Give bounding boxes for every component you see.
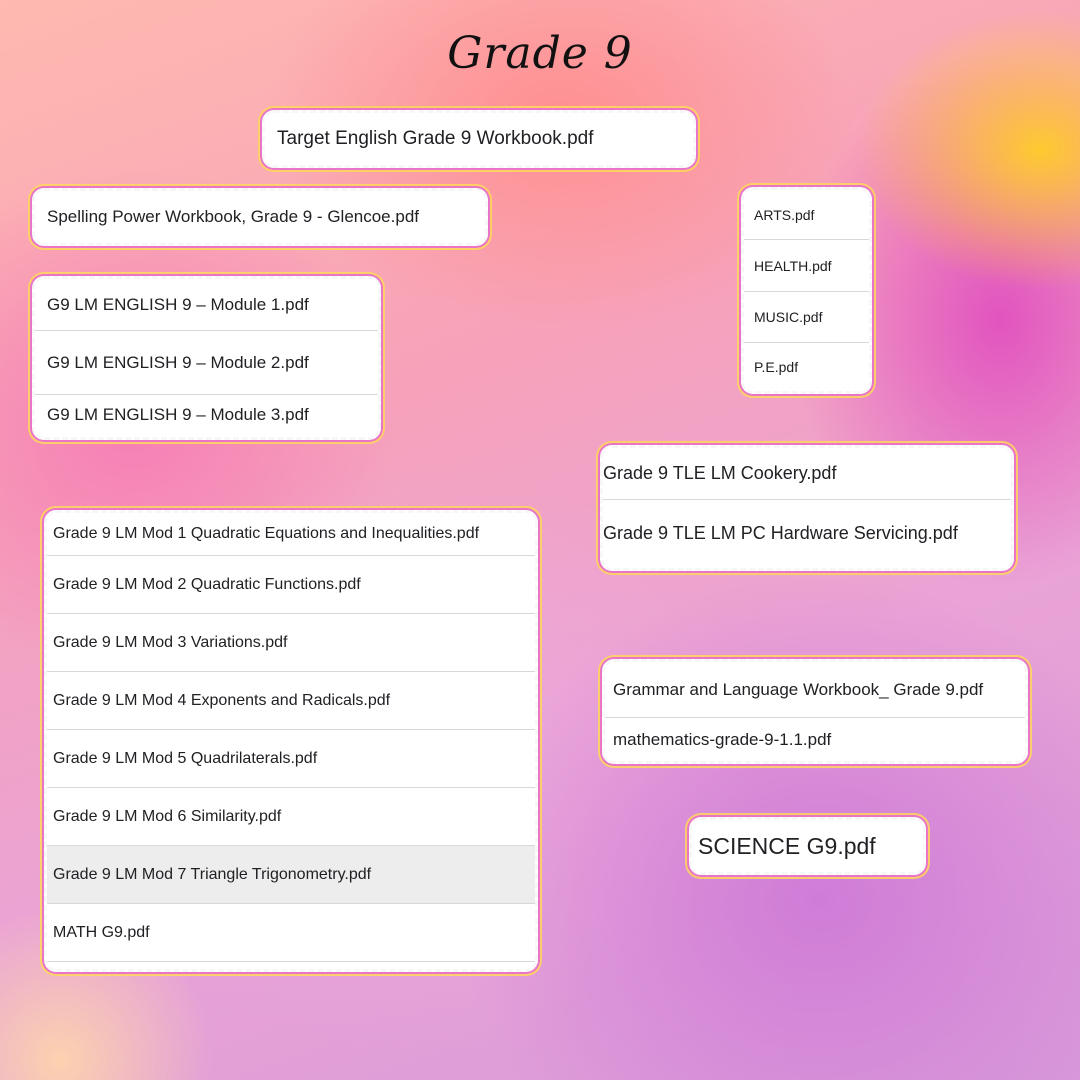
tle-file-card bbox=[600, 445, 1014, 571]
file-item[interactable]: Target English Grade 9 Workbook.pdf bbox=[277, 128, 594, 149]
grammar-file-card bbox=[602, 659, 1028, 764]
file-item-selected[interactable]: Grade 9 LM Mod 7 Triangle Trigonometry.pdf bbox=[47, 846, 535, 904]
file-item[interactable]: SCIENCE G9.pdf bbox=[698, 832, 876, 859]
file-item[interactable]: Grammar and Language Workbook_ Grade 9.pdf bbox=[605, 662, 1025, 718]
file-item[interactable]: Grade 9 LM Mod 3 Variations.pdf bbox=[47, 614, 535, 672]
file-item[interactable]: Grade 9 TLE LM Cookery.pdf bbox=[603, 448, 1011, 500]
file-item[interactable]: Grade 9 LM Mod 5 Quadrilaterals.pdf bbox=[47, 730, 535, 788]
english-modules-file-card bbox=[32, 276, 381, 440]
file-item[interactable]: HEALTH.pdf bbox=[744, 240, 869, 292]
file-item[interactable]: Grade 9 LM Mod 1 Quadratic Equations and Inequalities.pdf bbox=[47, 513, 535, 556]
file-item[interactable]: Grade 9 TLE LM PC Hardware Servicing.pdf bbox=[603, 522, 958, 543]
file-item[interactable]: Grade 9 LM Mod 4 Exponents and Radicals.pdf bbox=[47, 672, 535, 730]
file-item[interactable]: P.E.pdf bbox=[754, 359, 799, 375]
mapeh-file-card bbox=[741, 187, 872, 394]
page-title: Grade 9 bbox=[447, 28, 633, 79]
file-item[interactable]: MUSIC.pdf bbox=[744, 292, 869, 343]
file-item[interactable]: Spelling Power Workbook, Grade 9 - Glencoe.pdf bbox=[47, 207, 419, 226]
file-item[interactable]: mathematics-grade-9-1.1.pdf bbox=[613, 729, 832, 749]
file-item[interactable]: G9 LM ENGLISH 9 – Module 3.pdf bbox=[47, 405, 309, 424]
file-item[interactable]: G9 LM ENGLISH 9 – Module 1.pdf bbox=[35, 279, 378, 331]
file-item[interactable]: G9 LM ENGLISH 9 – Module 2.pdf bbox=[35, 331, 378, 395]
file-item[interactable]: MATH G9.pdf bbox=[47, 904, 535, 962]
file-item[interactable]: Grade 9 LM Mod 6 Similarity.pdf bbox=[47, 788, 535, 846]
math-modules-file-card bbox=[44, 510, 538, 972]
science-file-card bbox=[689, 817, 926, 875]
file-item[interactable]: Grade 9 LM Mod 2 Quadratic Functions.pdf bbox=[47, 556, 535, 614]
file-item[interactable]: ARTS.pdf bbox=[744, 190, 869, 240]
spelling-file-card bbox=[32, 188, 488, 246]
target-english-file-card bbox=[262, 110, 696, 168]
